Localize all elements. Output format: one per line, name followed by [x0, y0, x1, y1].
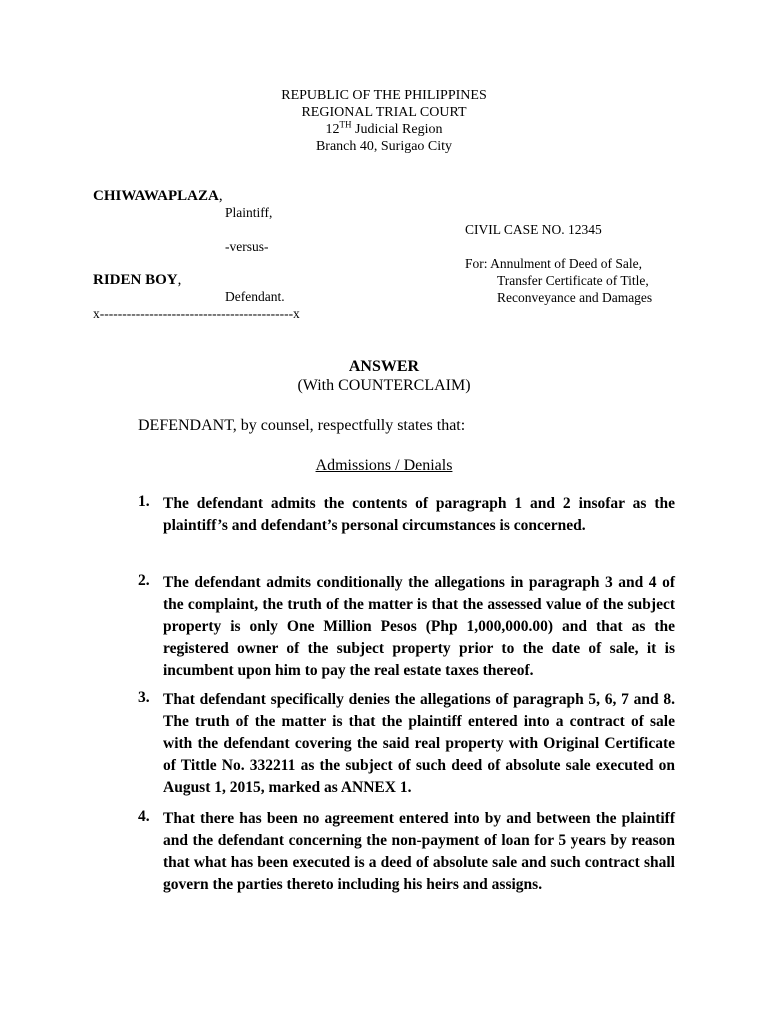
paragraph-number: 1.: [138, 493, 150, 510]
versus-label: -versus-: [225, 239, 269, 254]
court-region: [0, 119, 768, 138]
plaintiff-line: [93, 188, 223, 205]
defendant-role: Defendant.: [225, 289, 285, 304]
court-republic: REPUBLIC OF THE PHILIPPINES: [281, 88, 487, 103]
paragraph-text: The defendant admits conditionally the allegations in paragraph 3 and 4 of the complaint, the truth of the matter is that the assessed value of the subject property is only One Million Pesos (Php 1,000,000.00) and that as the registered owner of the subject property prior to the date of sale, it is incumbent upon him to pay the real estate taxes thereof.: [163, 574, 675, 679]
paragraph-number: 4.: [138, 808, 150, 825]
plaintiff-comma: ,: [218, 188, 223, 204]
defendant-comma: ,: [177, 272, 182, 288]
section-heading: Admissions / Denials: [315, 457, 453, 474]
defendant-line: [93, 272, 181, 289]
region-superscript: TH: [339, 119, 352, 130]
caption-separator: x-------------------------------------------x: [93, 306, 300, 321]
plaintiff-role: Plaintiff,: [225, 205, 273, 220]
intro-statement: DEFENDANT, by counsel, respectfully states that:: [138, 417, 466, 434]
case-nature-line1: For: Annulment of Deed of Sale,: [465, 256, 642, 271]
case-number: CIVIL CASE NO. 12345: [465, 222, 602, 237]
plaintiff-name: CHIWAWAPLAZA: [93, 188, 219, 204]
paragraph-text: That defendant specifically denies the allegations of paragraph 5, 6, 7 and 8. The truth of the matter is that the plaintiff entered into a contract of sale with the defendant covering the said real property with Original Certificate of Tittle No. 332211 as the subject of such deed of absolute sale executed on August 1, 2015, marked as ANNEX 1.: [163, 691, 675, 796]
paragraph-text: The defendant admits the contents of paragraph 1 and 2 insofar as the plaintiff’s and defendant’s personal circumstances is concerned.: [163, 495, 675, 534]
defendant-name: RIDEN BOY: [93, 272, 178, 288]
case-nature-line2: Transfer Certificate of Title,: [497, 273, 649, 288]
paragraph-text: That there has been no agreement entered into by and between the plaintiff and the defendant concerning the non-payment of loan for 5 years by reason that what has been executed is a deed of absolute sale and such contract shall govern the parties thereto including his heirs and assigns.: [163, 810, 675, 893]
paragraph-number: 2.: [138, 572, 150, 589]
pleading-title: ANSWER: [348, 358, 420, 375]
case-nature-line3: Reconveyance and Damages: [497, 290, 653, 305]
court-name: REGIONAL TRIAL COURT: [301, 105, 467, 120]
region-text: Judicial Region: [351, 122, 443, 137]
pleading-subtitle: (With COUNTERCLAIM): [297, 377, 471, 394]
paragraph-number: 3.: [138, 689, 150, 706]
region-number: 12: [325, 122, 340, 137]
court-branch: Branch 40, Surigao City: [315, 139, 453, 154]
